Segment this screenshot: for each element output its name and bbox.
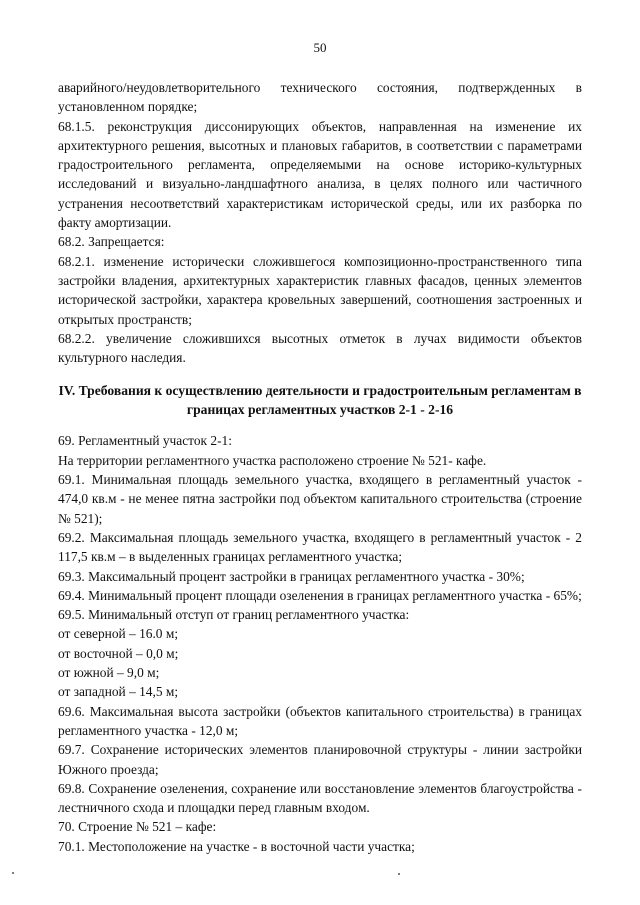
paragraph: 69.3. Максимальный процент застройки в границах регламентного участка - 30%; xyxy=(58,568,525,584)
paragraph: 70. Строение № 521 – кафе: xyxy=(58,819,217,835)
scan-speck xyxy=(12,872,14,874)
paragraph: 69.8. Сохранение озеленения, сохранение или восстановление элементов благоустройства - лестничного схода и площадки перед главным входом. xyxy=(58,780,582,816)
paragraph: 69.6. Максимальная высота застройки (объектов капитального строительства) в границах регламентного участка - 12,0 м; xyxy=(58,703,582,738)
paragraphs-bottom xyxy=(58,431,582,856)
paragraphs-top xyxy=(58,78,582,367)
paragraph: 69.5. Минимальный отступ от границ регламентного участка: xyxy=(58,607,410,623)
section-heading: IV. Требования к осуществлению деятельности и градостроительным регламентам в границах регламентных участков 2-1 - 2-16 xyxy=(58,383,582,418)
page-number: 50 xyxy=(313,40,327,55)
paragraph: 68.2.1. изменение исторически сложившегося композиционно-пространственного типа застройки владения, архитектурных характеристик главных фасадов, ценных элементов исторической застройки, характера кровельных завершений, соотношения застроенных и открытых пространств; xyxy=(58,253,582,327)
paragraph: На территории регламентного участка расположено строение № 521- кафе. xyxy=(58,452,487,468)
paragraph: 68.2.2. увеличение сложившихся высотных отметок в лучах видимости объектов культурного наследия. xyxy=(58,330,582,366)
paragraph: 69.7. Сохранение исторических элементов планировочной структуры - линии застройки Южного проезда; xyxy=(58,742,582,777)
paragraph: от северной – 16.0 м; xyxy=(58,626,179,642)
paragraph: аварийного/неудовлетворительного технического состояния, подтвержденных в установленном порядке; xyxy=(58,80,582,115)
paragraph: 70.1. Местоположение на участке - в восточной части участка; xyxy=(58,838,415,854)
paragraph: 69.1. Минимальная площадь земельного участка, входящего в регламентный участок - 474,0 кв.м - не менее пятна застройки под объектом капитального строительства (строение № 521); xyxy=(58,472,582,526)
paragraph: 68.1.5. реконструкция диссонирующих объектов, направленная на изменение их архитектурного решения, высотных и плановых габаритов, в соответствии с параметрами градостроительного регламента, определяемыми на основе историко-культурных исследований и визуально-ландшафтного анализа, в целях полного или частичного устранения несоответствий характеристикам исторической среды, или их разборка по факту амортизации. xyxy=(58,118,582,231)
paragraph: от южной – 9,0 м; xyxy=(58,665,160,681)
paragraph: 68.2. Запрещается: xyxy=(58,234,165,250)
paragraph: от восточной – 0,0 м; xyxy=(58,645,179,661)
paragraph: 69.4. Минимальный процент площади озеленения в границах регламентного участка - 65%; xyxy=(58,587,582,603)
scan-speck xyxy=(398,873,400,875)
paragraph: от западной – 14,5 м; xyxy=(58,684,179,700)
paragraph: 69.2. Максимальная площадь земельного участка, входящего в регламентный участок - 2 117,5 кв.м – в выделенных границах регламентного участка; xyxy=(58,529,582,565)
paragraph: 69. Регламентный участок 2-1: xyxy=(58,433,232,449)
